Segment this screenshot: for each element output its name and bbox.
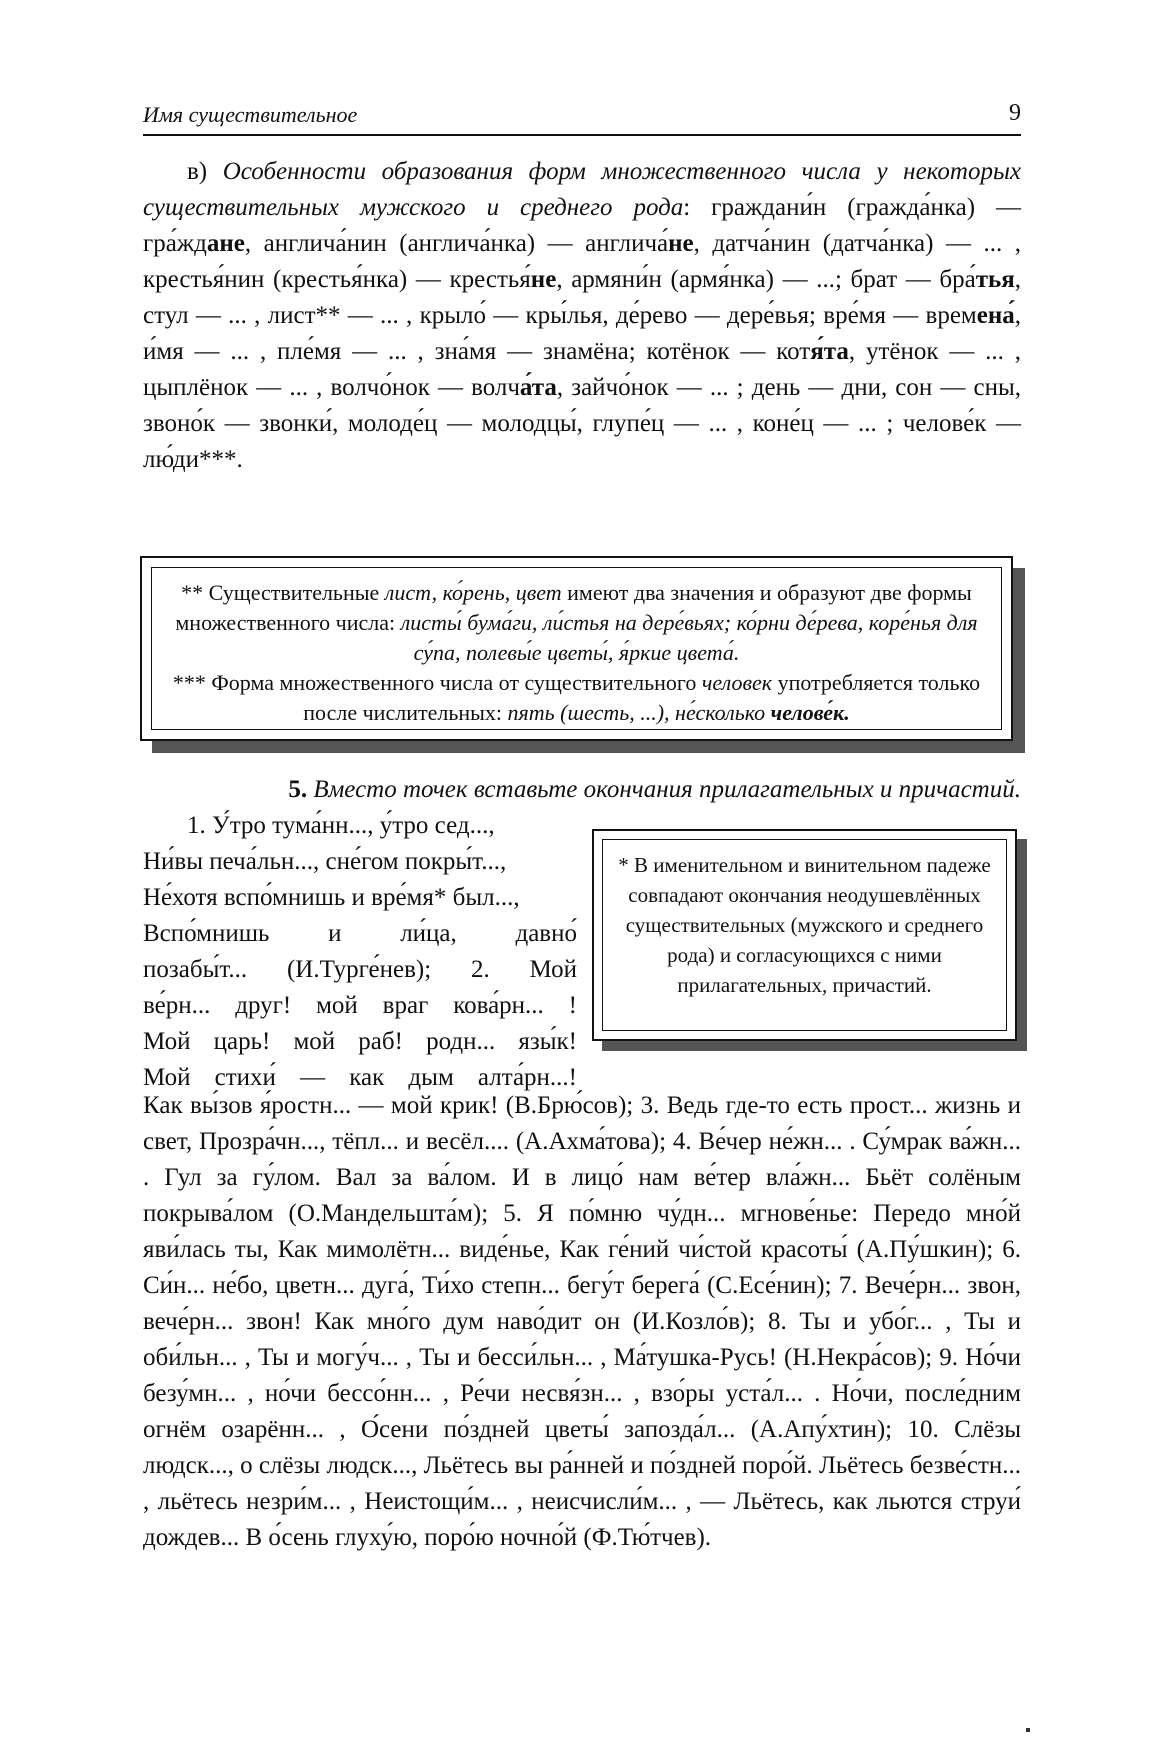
crop-mark [1026, 1728, 1030, 1732]
exercise-line: Мой стихи́ — как дым алта́рн...! [143, 1064, 577, 1091]
exercise-instruction: Вместо точек вставьте окончания прилагательных и причастий. [313, 776, 1021, 803]
footnote-box-inner [151, 567, 1002, 730]
exercise-heading [143, 772, 1021, 808]
section-v-text [143, 154, 1021, 478]
text-run: челове́к. [770, 700, 850, 725]
footnote-box-case-endings [592, 829, 1017, 1041]
text-run: , англича́нин (англича́нка) — англича́ [244, 230, 669, 257]
header-title: Имя существительное [143, 102, 358, 127]
text-run: употребляется только после числительных: [303, 670, 981, 725]
text-run: в) [187, 158, 223, 185]
exercise-number: 5. [288, 776, 308, 803]
text-run: тья [975, 266, 1015, 293]
exercise-line: 1. У́тро тума́нн..., у́тро сед..., [187, 812, 495, 839]
text-run: , и́мя — ... , пле́мя — ... , зна́мя — знамёна; котёнок — кот [143, 302, 1021, 365]
footnote-box-inner: * В именительном и винительном падеже совпадают окончания неодушевлённых существительных (мужского и среднего рода) и согласующихся с ними прилагательных, причастий. [602, 839, 1007, 1031]
text-run: имеют два значения и образуют две формы множественного числа: [175, 580, 972, 635]
text-run: я́та [810, 338, 849, 365]
text-run: , утёнок — ... , цыплёнок — ... , волчо́нок — волч [143, 338, 1021, 401]
text-run: *** Форма множественного числа от существительного [172, 670, 702, 695]
exercise-lines-left-column [143, 808, 577, 1096]
text-run: , армяни́н (армя́нка) — ...; брат — бра́ [556, 266, 976, 293]
exercise-line: позабы́т... (И.Турге́нев); 2. Мой [143, 956, 577, 983]
text-run: не [668, 230, 694, 257]
running-header [143, 100, 1021, 136]
text-run: ане [206, 230, 245, 257]
text-run: , датча́нин (датча́нка) — ... , крестья́нин (крестья́нка) — крестья́ [143, 230, 1021, 293]
footnote-chelovek [166, 668, 987, 728]
exercise-continuation [143, 1088, 1021, 1556]
text-run: листы́ бума́ги, ли́стья на дере́вьях; ко́рни де́рева, коре́нья для су́па, полевы́е цветы́, я́ркие цвета́. [400, 610, 978, 665]
page-number: 9 [1009, 100, 1021, 126]
exercise-line: Мой царь! мой раб! родн... язы́к! [143, 1028, 577, 1055]
exercise-line: Не́хотя вспо́мнишь и вре́мя* был..., [143, 884, 520, 911]
text-run: лист, ко́рень, цвет [384, 580, 562, 605]
exercise-line: Вспо́мнишь и ли́ца, давно́ [143, 920, 577, 947]
text-run: а́та [519, 374, 557, 401]
footnote-box-plural-forms [140, 556, 1013, 741]
text-run: , зайчо́нок — ... ; день — дни, сон — сны, звоно́к — звонки́, молоде́ц — молодцы́, глупе́ц — ... , коне́ц — ... ; челове́к — лю́ди***. [143, 374, 1021, 473]
text-run: , стул — ... , лист** — ... , крыло́ — кры́лья, де́рево — дере́вья; вре́мя — врем [143, 266, 1021, 329]
exercise-line: Ни́вы печа́льн..., сне́гом покры́т..., [143, 848, 507, 875]
footnote-list-koren-tsvet [166, 578, 987, 668]
exercise-continuation-text: Как вы́зов я́ростн... — мой крик! (В.Брю́сов); 3. Ведь где-то есть прост... жизнь и свет, Прозра́чн..., тёпл... и весёл.... (А.Ахма́това); 4. Ве́чер не́жн... . Су́мрак ва́жн... . Гул за гу́лом. Вал за ва́лом. И в лицо́ нам ве́тер вла́жн... Бьёт солёным покрыва́лом (О.Мандельшта́м); 5. Я по́мню чу́дн... мгнове́нье: Передо мно́й яви́лась ты, Как мимолётн... виде́нье, Как ге́ний чи́стой красоты́ (А.Пу́шкин); 6. Си́н... не́бо, цветн... дуга́, Ти́хо степн... бегу́т берега́ (С.Есе́нин); 7. Вече́рн... звон, вече́рн... звон! Как мно́го дум наво́дит он (И.Козло́в); 8. Ты и убо́г... , Ты и оби́льн... , Ты и могу́ч... , Ты и бесси́льн... , Ма́тушка-Русь! (Н.Некра́сов); 9. Но́чи безу́мн... , но́чи бессо́нн... , Ре́чи несвя́зн... , взо́ры уста́л... . Но́чи, после́дним огнём озарённ... , О́сени по́здней цветы́ запозда́л... (А.Апу́хтин); 10. Слёзы людск..., о слёзы людск..., Льётесь вы ра́нней и по́здней поро́й. Льётесь безве́стн... , льётесь незри́м... , Неистощи́м... , неисчисли́м... , — Льётесь, как льются струи́ дождев... В о́сень глуху́ю, поро́ю ночно́й (Ф.Тю́тчев). [143, 1092, 1021, 1551]
text-run: человек [701, 670, 773, 695]
exercise-line: ве́рн... друг! мой враг кова́рн... ! [143, 992, 577, 1019]
text-run: Особенности образования форм множественного числа у некоторых существительных мужского и среднего рода [143, 158, 1021, 221]
text-run: пять (шесть, ...), не́сколько [507, 700, 771, 725]
text-run: : граждани́н (гражда́нка) — гра́жд [143, 194, 1021, 257]
text-run: ** Существительные [181, 580, 385, 605]
section-v-paragraph [143, 154, 1021, 478]
text-run: не [530, 266, 557, 293]
text-run: ена́ [976, 302, 1015, 329]
